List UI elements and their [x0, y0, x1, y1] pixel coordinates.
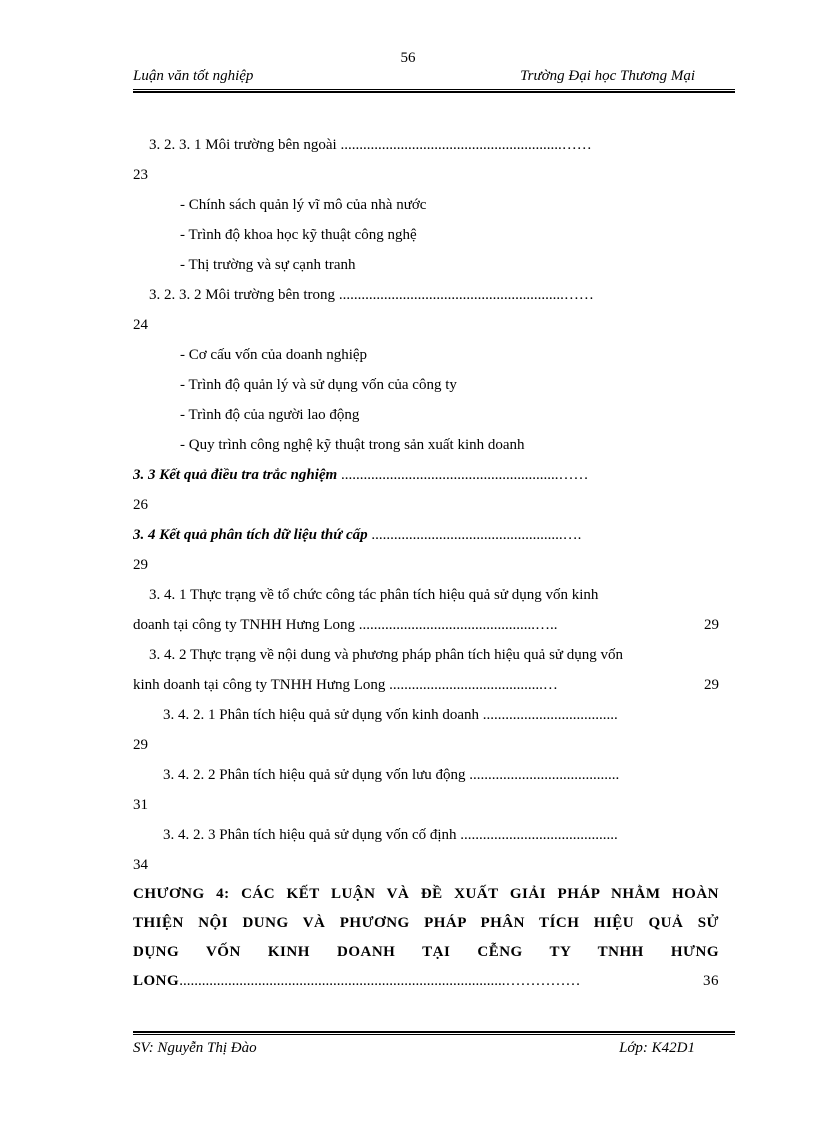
- header-right: Trường Đại học Thương Mại: [520, 68, 695, 84]
- toc-bullet: - Chính sách quản lý vĩ mô của nhà nước: [180, 197, 427, 213]
- toc-entry: [133, 820, 719, 850]
- toc-entry: [133, 700, 719, 730]
- chapter-title-line: [133, 967, 719, 996]
- toc-page-number: 24: [133, 317, 148, 333]
- toc-entry-title: 3. 4. 2. 2 Phân tích hiệu quả sử dụng vốn lưu động: [163, 767, 466, 783]
- toc-leader: ..........................................................……: [340, 467, 589, 483]
- toc-entry: [133, 760, 719, 790]
- toc-entry-title: 3. 3 Kết quả điều tra trắc nghiệm: [133, 467, 338, 483]
- chapter-title-line: DỤNG VỐN KINH DOANH TẠI CỄNG TY TNHH HƯNG: [133, 944, 719, 960]
- toc-bullet: - Trình độ quản lý và sử dụng vốn của công ty: [180, 377, 457, 393]
- toc-entry-title: 3. 4. 2. 1 Phân tích hiệu quả sử dụng vốn kinh doanh: [163, 707, 480, 723]
- footer-rule-thick: [133, 1031, 735, 1033]
- toc-entry: [133, 610, 719, 640]
- toc-page-number: 29: [704, 617, 719, 633]
- toc-leader: ..........................................: [460, 827, 618, 843]
- toc-entry-line1: 3. 4. 2 Thực trạng về nội dung và phương pháp phân tích hiệu quả sử dụng vốn: [149, 647, 624, 663]
- toc-leader: ............................................................……: [338, 287, 594, 303]
- toc-page-number: 29: [704, 677, 719, 693]
- toc-page-number: 26: [133, 497, 148, 513]
- toc-entry: [133, 280, 719, 310]
- chapter-title-end: LONG: [133, 973, 180, 989]
- toc-entry-line1: 3. 4. 1 Thực trạng về tổ chức công tác phân tích hiệu quả sử dụng vốn kinh: [149, 587, 599, 603]
- toc-page-number: 29: [133, 737, 148, 753]
- footer-right: Lớp: K42D1: [619, 1040, 695, 1056]
- footer-rule-thin: [133, 1034, 735, 1035]
- header-rule-thick: [133, 91, 735, 93]
- page-header: [133, 68, 735, 88]
- toc-chapter-entry: [133, 880, 719, 996]
- toc-entry: [133, 670, 719, 700]
- page-number: 56: [400, 50, 416, 66]
- toc-leader: ...................................................….: [371, 527, 582, 543]
- toc-entry-title: 3. 2. 3. 1 Môi trường bên ngoài: [149, 137, 337, 153]
- toc-bullet: - Trình độ khoa học kỹ thuật công nghệ: [180, 227, 417, 243]
- toc-page-number: 31: [133, 797, 148, 813]
- toc-page-number: 29: [133, 557, 148, 573]
- chapter-title-line: CHƯƠNG 4: CÁC KẾT LUẬN VÀ ĐỀ XUẤT GIẢI PHÁP NHẰM HOÀN: [133, 886, 719, 902]
- toc-page-number: 23: [133, 167, 148, 183]
- toc-entry-title: 3. 4 Kết quả phân tích dữ liệu thứ cấp: [133, 527, 368, 543]
- chapter-title-line: THIỆN NỘI DUNG VÀ PHƯƠNG PHÁP PHÂN TÍCH HIỆU QUẢ SỬ: [133, 915, 719, 931]
- toc-leader: ....................................: [482, 707, 618, 723]
- toc-page-number: 36: [703, 973, 719, 989]
- toc-entry: [133, 460, 719, 490]
- toc-entry-title: doanh tại công ty TNHH Hưng Long: [133, 617, 355, 633]
- toc-bullet: - Thị trường và sự cạnh tranh: [180, 257, 356, 273]
- header-rule-thin: [133, 89, 735, 90]
- toc-entry: [133, 520, 719, 550]
- toc-page-number: 34: [133, 857, 148, 873]
- toc-leader: ...............................................…..: [358, 617, 558, 633]
- toc-bullet: - Cơ cấu vốn của doanh nghiệp: [180, 347, 368, 363]
- toc-leader: ........................................: [469, 767, 620, 783]
- toc-entry-title: 3. 4. 2. 3 Phân tích hiệu quả sử dụng vốn cố định: [163, 827, 457, 843]
- footer-left: SV: Nguyễn Thị Đào: [133, 1040, 257, 1056]
- toc-bullet: - Quy trình công nghệ kỹ thuật trong sản xuất kinh doanh: [180, 437, 525, 453]
- toc-leader: ...........................................................……: [340, 137, 592, 153]
- header-left: Luận văn tốt nghiệp: [133, 68, 254, 84]
- table-of-contents: [133, 130, 719, 996]
- toc-leader: .........................................…: [389, 677, 558, 693]
- toc-entry: [133, 130, 719, 160]
- toc-leader: .......................................................................................……………: [179, 973, 581, 989]
- toc-entry-title: kinh doanh tại công ty TNHH Hưng Long: [133, 677, 386, 693]
- toc-entry-title: 3. 2. 3. 2 Môi trường bên trong: [149, 287, 336, 303]
- toc-bullet: - Trình độ của người lao động: [180, 407, 360, 423]
